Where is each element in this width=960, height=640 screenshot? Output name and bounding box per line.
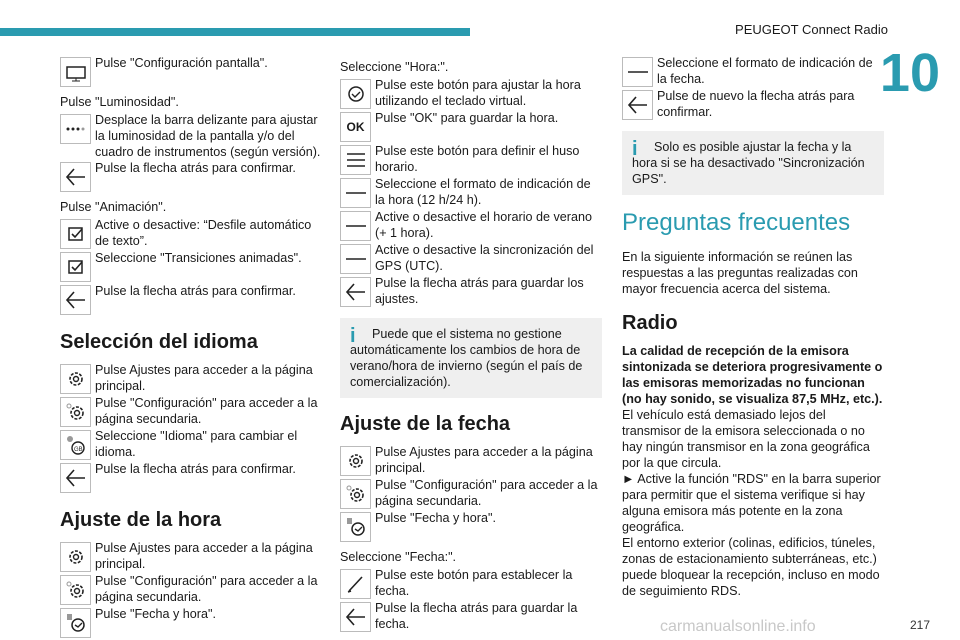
section-heading-radio: Radio	[622, 312, 678, 334]
step-text: Seleccione el formato de indicación de la fecha.	[657, 56, 873, 86]
step-text: Seleccione "Transiciones animadas".	[95, 251, 302, 265]
faq-heading: Preguntas frecuentes	[622, 209, 851, 236]
instruction-text: Seleccione "Hora:".	[340, 60, 449, 74]
watermark: carmanualsonline.info	[660, 618, 816, 635]
step-set-date	[340, 567, 602, 600]
back-arrow-icon	[60, 162, 91, 192]
gear-config-icon	[340, 479, 371, 509]
step-date-time	[60, 606, 322, 639]
gear-icon	[60, 542, 91, 572]
step-text: Pulse este botón para ajustar la hora utilizando el teclado virtual.	[375, 78, 581, 108]
page-number: 217	[909, 618, 930, 632]
chapter-number: 10	[879, 43, 940, 103]
toggle-line-icon	[340, 178, 371, 208]
step-text: Pulse Ajustes para acceder a la página principal.	[375, 445, 593, 475]
display-settings-icon	[60, 57, 91, 87]
step-text: Pulse la flecha atrás para guardar los ajustes.	[375, 276, 584, 306]
gear-icon	[60, 364, 91, 394]
step-text: Active o desactive el horario de verano (+ 1 hora).	[375, 210, 593, 240]
note-text: Puede que el sistema no gestione automáticamente los cambios de hora de verano/hora de invierno (según el país de comercialización).	[350, 327, 583, 389]
column-2	[340, 55, 602, 633]
step-text: Pulse "Configuración" para acceder a la página secundaria.	[95, 396, 318, 426]
checkbox-icon	[60, 219, 91, 249]
step-settings	[60, 362, 322, 395]
section-heading-time: Ajuste de la hora	[60, 509, 222, 531]
header-accent-bar	[0, 28, 470, 36]
step-text: Desplace la barra delizante para ajustar la luminosidad de la pantalla y/o del cuadro de instrumentos (según versión).	[95, 113, 321, 159]
step-text: Pulse "Fecha y hora".	[95, 607, 216, 621]
back-arrow-icon	[340, 602, 371, 632]
step-text: Pulse Ajustes para acceder a la página principal.	[95, 541, 313, 571]
instruction-text: Pulse "Animación".	[60, 200, 167, 214]
faq-question: La calidad de recepción de la emisora sintonizada se deteriora progresivamente o las emisoras memorizadas no funcionan (no hay sonido, se visualiza 87,5 MHz, etc.).	[622, 344, 883, 406]
column-3	[622, 55, 884, 599]
step-timezone	[340, 143, 602, 176]
step-text: Pulse "Configuración" para acceder a la página secundaria.	[375, 478, 598, 508]
step-text: Pulse Ajustes para acceder a la página principal.	[95, 363, 313, 393]
instruction-text: Pulse "Luminosidad".	[60, 95, 179, 109]
toggle-line-icon	[340, 211, 371, 241]
step-configuration	[60, 395, 322, 428]
info-icon: i	[632, 138, 638, 160]
clock-icon	[60, 608, 91, 638]
clock-icon	[340, 512, 371, 542]
step-configuration	[60, 573, 322, 606]
step-text: Pulse "OK" para guardar la hora.	[375, 111, 559, 125]
step-back-confirm	[60, 461, 322, 494]
clock-edit-icon	[340, 79, 371, 109]
faq-answer: El vehículo está demasiado lejos del transmisor de la emisora seleccionada o no hay ningún transmisor en la zona geográfica por la que circula.	[622, 408, 870, 470]
section-heading-language: Selección del idioma	[60, 331, 258, 353]
checkbox-icon	[60, 252, 91, 282]
ok-label: OK	[346, 120, 365, 134]
column-1	[60, 55, 322, 639]
header-title: PEUGEOT Connect Radio	[735, 22, 888, 37]
faq-answer-action: ► Active la función "RDS" en la barra superior para permitir que el sistema verifique si hay alguna emisora más potente en la zona geográfica.	[622, 472, 881, 534]
step-text: Pulse la flecha atrás para confirmar.	[95, 161, 296, 175]
language-icon	[60, 430, 91, 460]
step-hour-format	[340, 176, 602, 209]
svg-text:GB: GB	[73, 447, 83, 453]
instruction-text: Seleccione "Fecha:".	[340, 550, 457, 564]
section-heading-date: Ajuste de la fecha	[340, 413, 511, 435]
step-settings	[340, 444, 602, 477]
step-settings	[60, 540, 322, 573]
step-gps-sync	[340, 242, 602, 275]
step-date-format	[622, 55, 884, 88]
back-arrow-icon	[622, 90, 653, 120]
faq-answer: El entorno exterior (colinas, edificios, túneles, zonas de estacionamiento subterráneas, etc.) puede bloquear la recepción, incluso en modo de seguimiento RDS.	[622, 536, 880, 598]
step-set-hour	[340, 77, 602, 110]
faq-intro: En la siguiente información se reúnen las respuestas a las preguntas realizadas con mayor frecuencia acerca del sistema.	[622, 250, 858, 296]
toggle-line-icon	[340, 244, 371, 274]
step-text: Pulse este botón para definir el huso horario.	[375, 144, 580, 174]
toggle-line-icon	[622, 57, 653, 87]
ok-icon	[340, 112, 371, 142]
slider-icon	[60, 114, 91, 144]
step-text: Active o desactive: “Desfile automático de texto”.	[95, 218, 312, 248]
step-ok	[340, 110, 602, 143]
step-language	[60, 428, 322, 461]
step-back-save	[340, 275, 602, 308]
step-transitions	[60, 250, 322, 283]
back-arrow-icon	[60, 463, 91, 493]
step-text: Pulse "Configuración" para acceder a la página secundaria.	[95, 574, 318, 604]
step-back-confirm	[622, 88, 884, 121]
step-text: Active o desactive la sincronización del GPS (UTC).	[375, 243, 594, 273]
info-note	[622, 131, 884, 195]
step-auto-scroll	[60, 217, 322, 250]
step-text: Pulse la flecha atrás para guardar la fecha.	[375, 601, 578, 631]
step-date-time	[340, 510, 602, 543]
info-icon: i	[350, 325, 356, 347]
step-back-save	[340, 600, 602, 633]
step-text: Seleccione el formato de indicación de la hora (12 h/24 h).	[375, 177, 591, 207]
step-display-config	[60, 55, 322, 88]
step-back-confirm	[60, 160, 322, 193]
pencil-icon	[340, 569, 371, 599]
gear-config-icon	[60, 397, 91, 427]
step-dst	[340, 209, 602, 242]
step-text: Pulse "Fecha y hora".	[375, 511, 496, 525]
step-text: Pulse la flecha atrás para confirmar.	[95, 284, 296, 298]
step-brightness	[60, 112, 322, 160]
info-note	[340, 318, 602, 398]
step-back-confirm	[60, 283, 322, 316]
back-arrow-icon	[340, 277, 371, 307]
step-text: Pulse de nuevo la flecha atrás para confirmar.	[657, 89, 855, 119]
step-text: Pulse la flecha atrás para confirmar.	[95, 462, 296, 476]
step-text: Pulse "Configuración pantalla".	[95, 56, 268, 70]
back-arrow-icon	[60, 285, 91, 315]
note-text: Solo es posible ajustar la fecha y la hora si se ha desactivado "Sincronización GPS".	[632, 140, 865, 186]
gear-icon	[340, 446, 371, 476]
step-configuration	[340, 477, 602, 510]
gear-config-icon	[60, 575, 91, 605]
step-text: Pulse este botón para establecer la fecha.	[375, 568, 573, 598]
list-icon	[340, 145, 371, 175]
step-text: Seleccione "Idioma" para cambiar el idioma.	[95, 429, 298, 459]
